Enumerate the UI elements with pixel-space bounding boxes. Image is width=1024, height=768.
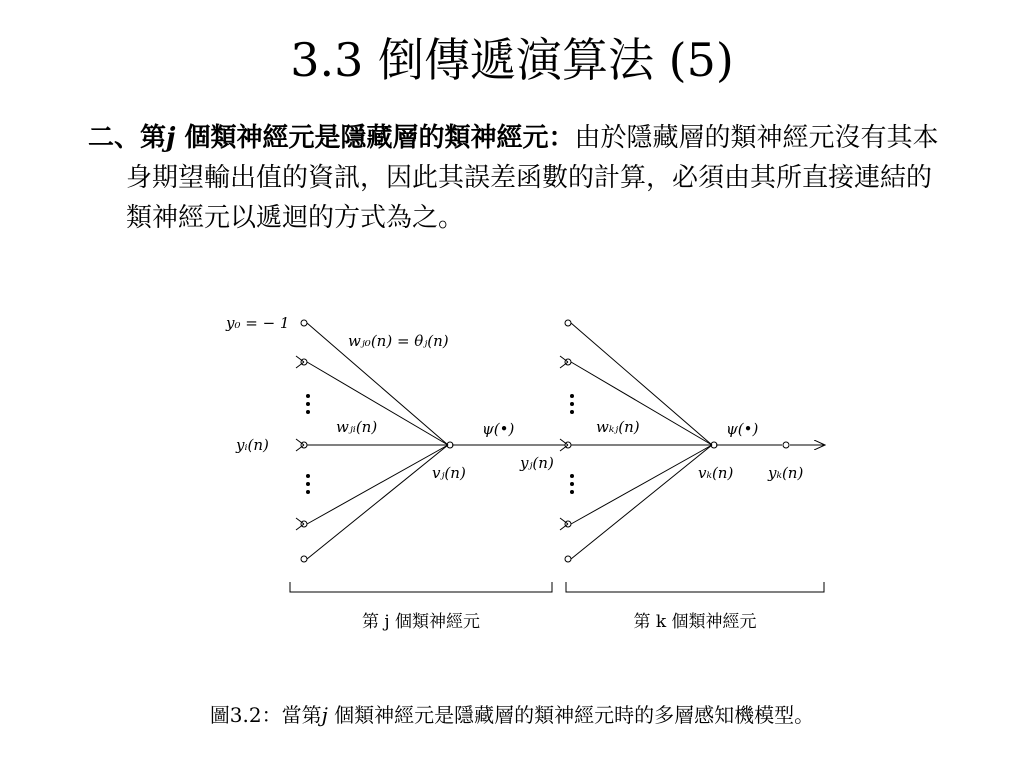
input-line-3 — [307, 445, 448, 524]
body-text — [88, 118, 948, 238]
label-w-kj: wₖⱼ(n) — [596, 418, 640, 436]
k-input-line-3 — [571, 445, 712, 524]
slide-title: 3.3 倒傳遞演算法 (5) — [290, 33, 734, 87]
group-label-k: 第 k 個類神經元 — [633, 612, 757, 632]
input-line-1 — [307, 362, 448, 445]
label-psi-k: ψ(•) — [726, 420, 759, 438]
k-input-line-1 — [571, 362, 712, 445]
caption-variable: j — [321, 703, 328, 727]
label-y-i: yᵢ(n) — [236, 436, 269, 454]
bracket-k — [566, 582, 824, 592]
mlp-diagram — [220, 300, 840, 645]
ellipsis-dot — [570, 394, 574, 398]
body-description: 由於隱藏層的類神經元沒有其本身期望輸出值的資訊，因此其誤差函數的計算，必須由其所直接連結的類神經元以遞迴的方式為之。 — [126, 123, 939, 233]
input-node-y0 — [301, 320, 307, 326]
input-line-4 — [307, 445, 448, 559]
ellipsis-dot — [570, 490, 574, 494]
lead-prefix: 二、第 — [88, 123, 167, 153]
caption-suffix: 個類神經元是隱藏層的類神經元時的多層感知機模型。 — [327, 703, 815, 727]
k-input-node-4 — [565, 556, 571, 562]
label-y0: y₀ = − 1 — [226, 314, 290, 332]
bracket-j — [290, 582, 552, 592]
fan-in-marks-right — [560, 356, 568, 530]
label-w-ji: wⱼᵢ(n) — [336, 418, 378, 436]
label-psi-j: ψ(•) — [482, 420, 515, 438]
fan-in-marks-left — [296, 356, 304, 530]
k-input-line-0 — [571, 323, 712, 445]
ellipsis-dot — [306, 394, 310, 398]
label-v-j: vⱼ(n) — [432, 464, 466, 482]
output-node — [783, 442, 789, 448]
ellipsis-dot — [306, 474, 310, 478]
ellipsis-dot — [306, 402, 310, 406]
ellipsis-dot — [570, 482, 574, 486]
lead-suffix: 個類神經元是隱藏層的類神經元： — [175, 123, 575, 153]
ellipsis-dot — [306, 490, 310, 494]
caption-prefix: 圖3.2：當第 — [209, 703, 322, 727]
figure-caption — [0, 700, 1024, 730]
label-y-k: yₖ(n) — [768, 464, 804, 482]
ellipsis-dot — [306, 482, 310, 486]
input-node-4 — [301, 556, 307, 562]
k-input-node-0 — [565, 320, 571, 326]
k-input-line-4 — [571, 445, 712, 559]
label-v-k: vₖ(n) — [698, 464, 734, 482]
label-w-j0: wⱼ₀(n) = θⱼ(n) — [348, 332, 449, 350]
ellipsis-dot — [570, 410, 574, 414]
ellipsis-dot — [570, 474, 574, 478]
ellipsis-dot — [570, 402, 574, 406]
body-paragraph — [88, 118, 948, 238]
label-y-j: yⱼ(n) — [520, 454, 554, 472]
group-label-j: 第 j 個類神經元 — [361, 612, 481, 632]
lead-variable: j — [166, 123, 176, 153]
ellipsis-dot — [306, 410, 310, 414]
